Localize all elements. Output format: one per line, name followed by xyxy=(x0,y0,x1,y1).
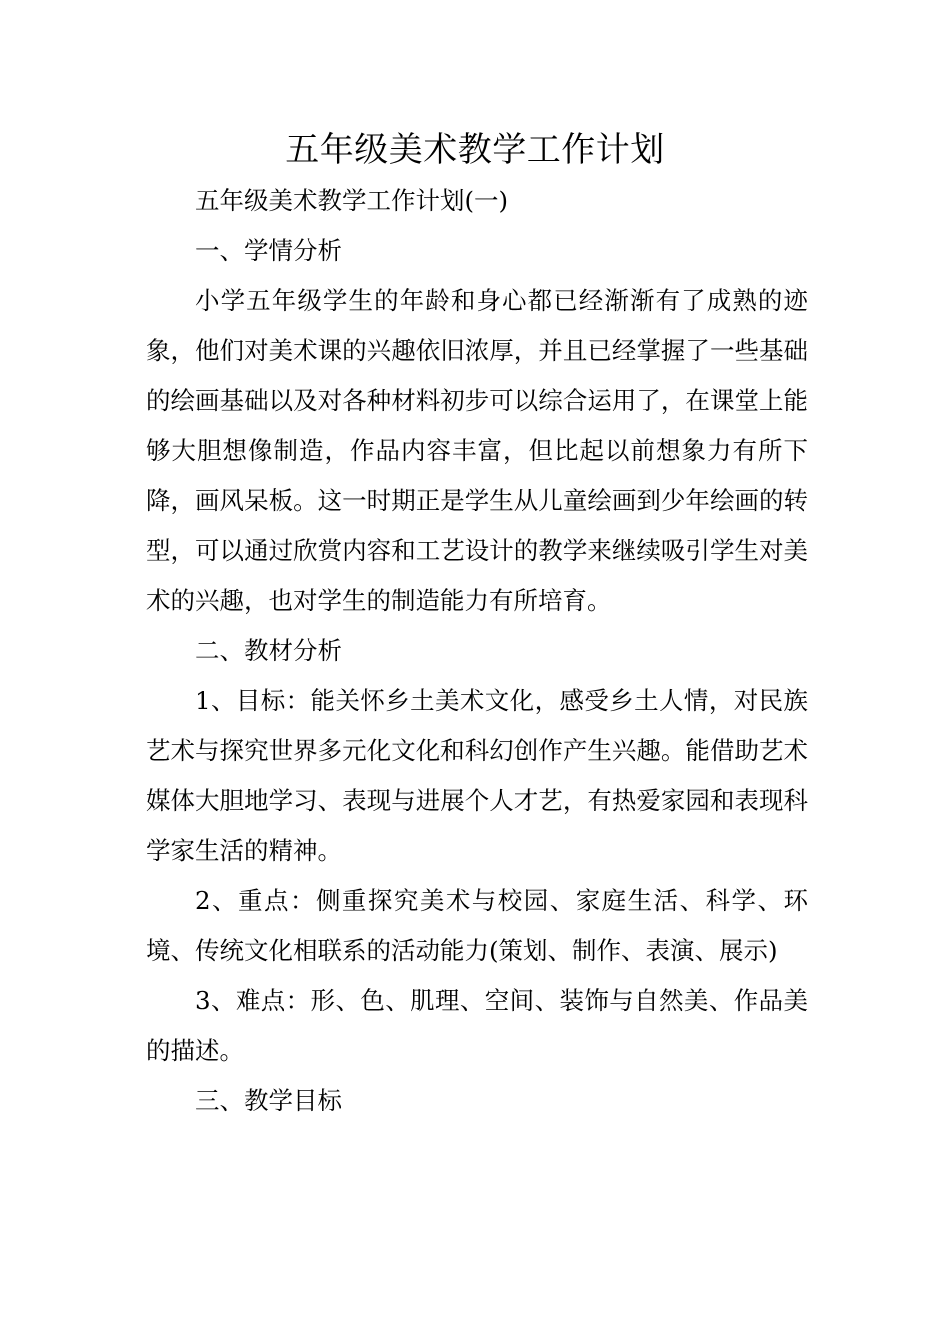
section-heading-student-analysis: 一、学情分析 xyxy=(195,236,342,265)
document-title: 五年级美术教学工作计划 xyxy=(285,130,665,170)
paragraph-student-analysis: 小学五年级学生的年龄和身心都已经渐渐有了成熟的迹象，他们对美术课的兴趣依旧浓厚，并且已经掌握了一些基础的绘画基础以及对各种材料初步可以综合运用了，在课堂上能够大胆想像制造，作品内容丰富，但比起以前想象力有所下降，画风呆板。这一时期正是学生从儿童绘画到少年绘画的转型，可以通过欣赏内容和工艺设计的教学来继续吸引学生对美术的兴趣，也对学生的制造能力有所培育。 xyxy=(146,286,808,615)
paragraph-difficulties: 3、难点：形、色、肌理、空间、装饰与自然美、作品美的描述。 xyxy=(146,986,808,1065)
paragraph-key-points: 2、重点：侧重探究美术与校园、家庭生活、科学、环境、传统文化相联系的活动能力(策划、制作、表演、展示) xyxy=(146,886,808,965)
paragraph-goals: 1、目标：能关怀乡土美术文化，感受乡土人情，对民族艺术与探究世界多元化文化和科幻创作产生兴趣。能借助艺术媒体大胆地学习、表现与进展个人才艺，有热爱家园和表现科学家生活的精神。 xyxy=(146,686,808,865)
section-heading-teaching-objectives: 三、教学目标 xyxy=(195,1086,342,1115)
document-body xyxy=(146,176,808,1126)
plan-subtitle: 五年级美术教学工作计划(一) xyxy=(195,186,509,215)
section-heading-textbook-analysis: 二、教材分析 xyxy=(195,636,342,665)
